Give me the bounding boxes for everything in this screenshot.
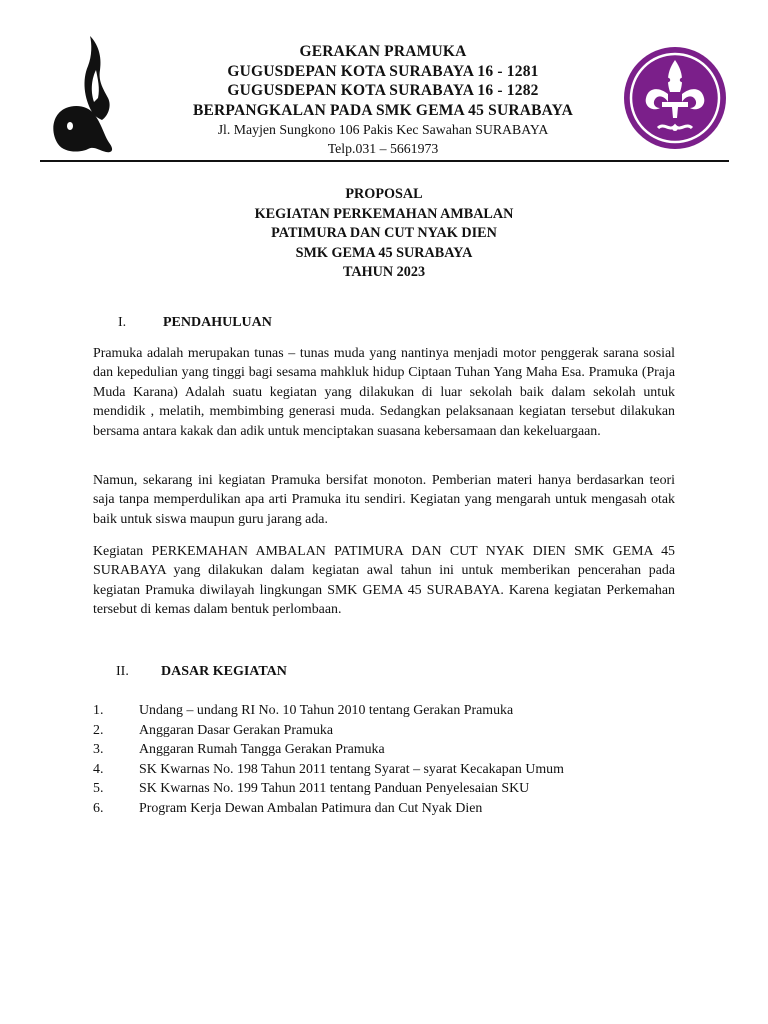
gugusdepan-1281: GUGUSDEPAN KOTA SURABAYA 16 - 1281 (227, 62, 539, 80)
list-text: Anggaran Dasar Gerakan Pramuka (139, 722, 334, 738)
list-item (93, 740, 693, 760)
section-number: II. (116, 664, 129, 679)
proposal-title (130, 185, 638, 283)
title-line-1: PROPOSAL (345, 186, 423, 202)
section-title: DASAR KEGIATAN (161, 664, 287, 679)
list-number: 2. (93, 722, 104, 738)
base-school: BERPANGKALAN PADA SMK GEMA 45 SURABAYA (192, 101, 574, 119)
paragraph-intro: Pramuka adalah merupakan tunas – tunas muda yang nantinya menjadi motor penggerak sarana sosial dan kepedulian yang tinggi bagi sesama mahkluk hidup Ciptaan Tuhan Yang Maha Esa. Pramuka (Praja Muda Karana) Adalah suatu kegiatan yang dilakukan di luar sekolah baik dalam sekolah untuk mendidik , melatih, membimbing generasi muda. Sedangkan pelaksanaan kegiatan tersebut dilakukan bersama antara kakak dan adik untuk menciptakan suasana kebersamaan dan kekeluargaan. (93, 346, 675, 439)
address: Jl. Mayjen Sungkono 106 Pakis Kec Sawahan SURABAYA (217, 122, 549, 137)
list-item (93, 760, 693, 780)
title-line-5: TAHUN 2023 (342, 264, 426, 281)
list-number: 5. (93, 781, 104, 796)
letterhead (150, 42, 616, 158)
paragraph-activity: Kegiatan PERKEMAHAN AMBALAN PATIMURA DAN CUT NYAK DIEN SMK GEMA 45 SURABAYA yang dilakukan dalam kegiatan awal tahun ini untuk memberikan pencerahan pada kegiatan Pramuka diwilayah lingkungan SMK GEMA 45 SURABAYA. Karena kegiatan Perkemahan tersebut di kemas dalam bentuk perlombaan. (93, 544, 675, 618)
title-line-3: PATIMURA DAN CUT NYAK DIEN (271, 225, 497, 242)
scout-emblem-svg (622, 42, 728, 154)
list-text: SK Kwarnas No. 198 Tahun 2011 tentang Syarat – syarat Kecakapan Umum (139, 761, 564, 777)
list-number: 6. (93, 800, 104, 816)
list-text: Anggaran Rumah Tangga Gerakan Pramuka (139, 742, 385, 757)
list-item (93, 779, 693, 799)
list-number: 4. (93, 761, 104, 777)
tunas-kelapa-logo-icon (48, 32, 120, 156)
paragraph-problem: Namun, sekarang ini kegiatan Pramuka bersifat monoton. Pemberian materi hanya berdasarkan teori saja tanpa memperdulikan apa arti Pramuka itu sendiri. Kegiatan yang mengarah untuk mengasah otak baik untuk siswa maupun guru jarang ada. (93, 473, 675, 527)
list-item (93, 701, 693, 721)
letterhead-divider (40, 160, 729, 162)
title-line-2: KEGIATAN PERKEMAHAN AMBALAN (254, 205, 514, 222)
gugusdepan-1282: GUGUSDEPAN KOTA SURABAYA 16 - 1282 (227, 82, 539, 99)
legal-basis-list (93, 701, 693, 818)
title-line-4: SMK GEMA 45 SURABAYA (295, 244, 473, 261)
section-title: PENDAHULUAN (163, 315, 272, 330)
tunas-kelapa-svg (48, 32, 120, 156)
list-item (93, 721, 693, 741)
list-text: Undang – undang RI No. 10 Tahun 2010 tentang Gerakan Pramuka (139, 703, 514, 718)
organization-name: GERAKAN PRAMUKA (299, 43, 467, 60)
list-item (93, 799, 693, 819)
section-number: I. (118, 315, 127, 330)
list-text: SK Kwarnas No. 199 Tahun 2011 tentang Panduan Penyelesaian SKU (139, 781, 530, 796)
list-text: Program Kerja Dewan Ambalan Patimura dan Cut Nyak Dien (139, 800, 483, 816)
scout-emblem-logo-icon (622, 42, 728, 154)
list-number: 1. (93, 703, 104, 718)
phone: Telp.031 – 5661973 (327, 141, 439, 156)
list-number: 3. (93, 742, 104, 757)
